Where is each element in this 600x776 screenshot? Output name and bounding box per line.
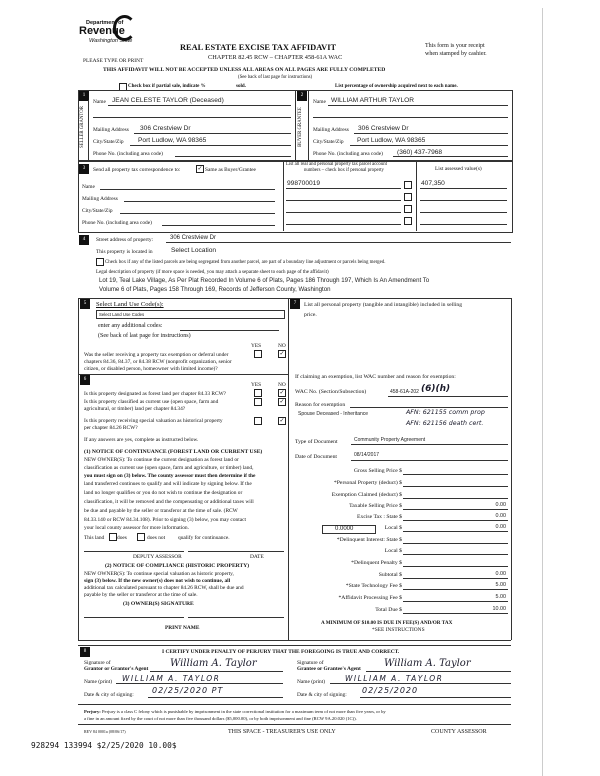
seller-name-value[interactable]: JEAN CELESTE TAYLOR (Deceased) bbox=[112, 97, 224, 104]
street-label: Street address of property: bbox=[96, 237, 154, 243]
reason-value[interactable]: Spouse Deceased - Inheritance bbox=[298, 411, 369, 417]
field-line bbox=[403, 531, 508, 532]
notice-text: NEW OWNER(S): To continue the current designation as forest land or bbox=[84, 457, 239, 463]
mail-name-label: Name bbox=[82, 184, 95, 190]
field-line bbox=[351, 460, 508, 461]
no-checkbox[interactable]: ✓ bbox=[279, 389, 285, 396]
grantor-name-label: Name (print) bbox=[84, 679, 112, 685]
buyer-phone-label: Phone No. (including area code) bbox=[313, 151, 383, 157]
divider bbox=[78, 640, 511, 641]
notice-text: land transferred continues to qualify and will indicate by signing below. If the bbox=[84, 481, 252, 487]
field-line bbox=[175, 156, 291, 157]
tax-row-label: Gross Selling Price $ bbox=[353, 468, 402, 474]
deputy-signature-line[interactable] bbox=[84, 551, 184, 552]
segregated-label: Check box if any of the listed parcels are being segregated from another parcel, are part of a boundary line adjustment or parcels being merged. bbox=[105, 260, 386, 265]
perjury-text: a fine in an amount fixed by the court of not more than five thousand dollars ($5,000.00), or by both imprisonment and fine (RCW 9A.20.020 (1C)). bbox=[84, 716, 357, 721]
same-as-buyer-label: Same as Buyer/Grantee bbox=[205, 167, 256, 173]
land-use-select-value: Select Land Use Codes bbox=[99, 312, 145, 317]
field-line bbox=[403, 554, 508, 555]
tax-row-label: *Delinquent Interest: State $ bbox=[336, 537, 402, 543]
section-number: 7 bbox=[290, 299, 300, 309]
divider bbox=[78, 374, 288, 375]
chapter-line: CHAPTER 82.45 RCW – CHAPTER 458-61A WAC bbox=[208, 54, 343, 61]
no-checkbox[interactable]: ✓ bbox=[279, 417, 285, 424]
owner-signature-line[interactable] bbox=[188, 617, 284, 618]
notice-text: classification as current use (open space, farm and agriculture, or timber) land, bbox=[84, 465, 254, 471]
section-number: 6 bbox=[80, 375, 90, 385]
buyer-mailing-value[interactable]: 306 Crestview Dr bbox=[358, 125, 409, 132]
please-type: PLEASE TYPE OR PRINT bbox=[83, 58, 144, 64]
yes-checkbox[interactable] bbox=[254, 389, 262, 397]
field-line bbox=[403, 520, 508, 521]
field-line bbox=[403, 613, 508, 614]
grantee-name[interactable]: WILLIAM A. TAYLOR bbox=[345, 674, 444, 683]
grantor-date-city[interactable]: 02/25/2020 PT bbox=[152, 686, 224, 695]
tax-row-value[interactable]: 10.00 bbox=[492, 606, 506, 612]
field-line bbox=[134, 133, 291, 134]
personal-property-checkbox[interactable] bbox=[404, 181, 412, 189]
handwritten-note: AFN: 621156 death cert. bbox=[406, 420, 484, 427]
no-header: NO bbox=[278, 382, 286, 388]
reason-label: Reason for exemption bbox=[295, 402, 346, 408]
field-line bbox=[286, 224, 401, 225]
seller-phone-label: Phone No. (including area code) bbox=[93, 151, 163, 157]
buyer-phone-value[interactable]: (360) 437-7968 bbox=[397, 149, 443, 156]
grantee-signature-label: Signature of bbox=[297, 660, 324, 666]
send-correspondence-label: Send all property tax correspondence to: bbox=[93, 167, 181, 173]
parcels-header: List all real and personal property tax parcel account bbox=[286, 162, 387, 167]
scan-edge bbox=[542, 8, 543, 776]
field-line bbox=[100, 189, 275, 190]
mail-phone-label: Phone No. (including area code) bbox=[82, 220, 152, 226]
field-line bbox=[120, 213, 275, 214]
owner-signature-label: (3) OWNER(S) SIGNATURE bbox=[123, 601, 194, 607]
additional-codes-label: enter any additional codes: bbox=[98, 323, 163, 329]
forest-land-question: Is this property designated as forest land per chapter 84.33 RCW? bbox=[84, 391, 227, 397]
field-line bbox=[124, 201, 275, 202]
see-back-note: (See back of last page for instructions) bbox=[98, 333, 191, 339]
tax-row-label: Local $ bbox=[384, 548, 402, 554]
grantee-date-label: Date & city of signing: bbox=[297, 692, 347, 698]
perjury-notice bbox=[84, 709, 386, 715]
field-line bbox=[351, 444, 508, 445]
current-use-question: Is this property classified as current use (open space, farm and bbox=[84, 399, 219, 405]
section-number: 1 bbox=[79, 91, 89, 101]
does-checkbox[interactable] bbox=[109, 533, 117, 541]
tax-row-label: *State Technology Fee $ bbox=[345, 583, 402, 589]
divider bbox=[78, 724, 511, 725]
tax-row-value[interactable]: 0.00 bbox=[495, 513, 506, 519]
doc-type-label: Type of Document bbox=[295, 439, 338, 445]
ownership-note: List percentage of ownership acquired next to each name. bbox=[335, 84, 458, 89]
grantee-name-label: Name (print) bbox=[297, 679, 325, 685]
grantor-signature[interactable]: William A. Taylor bbox=[170, 658, 257, 669]
notice-text: NEW OWNER(S): To continue special valuation as historic property, bbox=[84, 571, 234, 577]
tax-row-label: *Personal Property (deduct) $ bbox=[333, 480, 402, 486]
street-value[interactable]: 306 Crestview Dr bbox=[170, 235, 217, 241]
buyer-side-label: BUYER GRANTEE bbox=[298, 107, 303, 147]
tax-row-label: Total Due $ bbox=[375, 607, 402, 613]
logo-dept-text: Department of bbox=[86, 20, 124, 26]
perjury-bold: Perjury: bbox=[84, 709, 101, 714]
yes-checkbox[interactable] bbox=[254, 417, 262, 425]
field-line bbox=[166, 242, 511, 243]
seller-mailing-label: Mailing Address bbox=[93, 127, 129, 133]
handwritten-note: AFN: 621155 comm prop bbox=[406, 409, 485, 416]
field-line bbox=[420, 188, 507, 189]
field-line bbox=[286, 212, 401, 213]
personal-property-label: List all personal property (tangible and intangible) included in selling bbox=[304, 302, 463, 308]
mail-city-label: City/State/Zip bbox=[82, 208, 113, 214]
segregated-checkbox[interactable] bbox=[96, 258, 104, 266]
field-line bbox=[350, 407, 508, 408]
field-line bbox=[130, 145, 291, 146]
doc-date-label: Date of Document bbox=[295, 454, 338, 460]
exemption-question: citizen, or disabled person, homeowner with limited income)? bbox=[84, 366, 218, 372]
tax-row-label: *Delinquent Penalty $ bbox=[351, 560, 402, 566]
tax-row-value[interactable]: 5.00 bbox=[495, 594, 506, 600]
notice-continuance-title: (1) NOTICE OF CONTINUANCE (FOREST LAND OR CURRENT USE) bbox=[84, 449, 263, 455]
certify-statement: I CERTIFY UNDER PENALTY OF PERJURY THAT THE FOREGOING IS TRUE AND CORRECT. bbox=[162, 649, 400, 655]
buyer-name-value[interactable]: WILLIAM ARTHUR TAYLOR bbox=[331, 97, 415, 104]
located-label: This property is located in bbox=[96, 249, 153, 255]
field-line bbox=[420, 200, 507, 201]
section-number: 4 bbox=[79, 235, 89, 245]
historic-question: Is this property receiving special valuation as historical property bbox=[84, 418, 223, 424]
field-line bbox=[403, 543, 508, 544]
field-line bbox=[403, 601, 508, 602]
minimum-due-note: A MINIMUM OF $10.00 IS DUE IN FEE(S) AND/OR TAX bbox=[321, 620, 453, 626]
tax-row-value[interactable]: 0.00 bbox=[495, 502, 506, 508]
seller-city-value[interactable]: Port Ludlow, WA 98365 bbox=[138, 137, 207, 144]
if-any-note: If any answers are yes, complete as instructed below. bbox=[84, 437, 199, 443]
field-line bbox=[403, 486, 508, 487]
grantor-name[interactable]: WILLIAM A. TAYLOR bbox=[122, 674, 221, 683]
buyer-city-value[interactable]: Port Ludlow, WA 98365 bbox=[357, 137, 426, 144]
grantee-date-city[interactable]: 02/25/2020 bbox=[362, 686, 419, 695]
seller-city-label: City/State/Zip bbox=[93, 139, 124, 145]
divider bbox=[88, 100, 89, 160]
field-line bbox=[420, 212, 507, 213]
field-line bbox=[403, 474, 508, 475]
location-select[interactable]: Select Location bbox=[171, 247, 217, 254]
seller-name-label: Name bbox=[93, 99, 106, 105]
field-line bbox=[354, 133, 508, 134]
notice-text: land no longer qualifies or you do not wish to continue the designation or bbox=[84, 490, 243, 496]
grantee-signature[interactable]: William A. Taylor bbox=[384, 658, 471, 669]
buyer-mailing-label: Mailing Address bbox=[313, 127, 349, 133]
field-line bbox=[366, 671, 511, 672]
field-line bbox=[420, 224, 507, 225]
tax-row-value[interactable]: 5.00 bbox=[495, 582, 506, 588]
land-use-select[interactable] bbox=[96, 310, 285, 319]
grantee-signature-label: Grantee or Grantee's Agent bbox=[297, 666, 361, 672]
buyer-name-label: Name bbox=[313, 99, 326, 105]
field-line bbox=[360, 697, 511, 698]
grantor-date-label: Date & city of signing: bbox=[84, 692, 134, 698]
qualify-label: qualify for continuance. bbox=[178, 535, 230, 541]
current-use-question: agricultural, or timber) land per chapter 84.34? bbox=[84, 406, 186, 412]
field-line bbox=[350, 145, 508, 146]
exemption-question: Was the seller receiving a property tax exemption or deferral under bbox=[84, 352, 229, 358]
seller-side-label: SELLER GRANTOR bbox=[80, 106, 85, 148]
yes-checkbox[interactable] bbox=[254, 398, 262, 406]
notice-text: be due and payable by the seller or transferor at the time of sale. (RCW bbox=[84, 508, 238, 514]
section-number: 2 bbox=[297, 91, 307, 101]
this-land-label: This land bbox=[84, 535, 105, 541]
date-label: DATE bbox=[250, 554, 264, 560]
section-number: 8 bbox=[80, 647, 90, 657]
tax-row-label: Taxable Selling Price $ bbox=[349, 503, 402, 509]
field-line bbox=[403, 509, 508, 510]
does-label: does bbox=[117, 535, 127, 541]
parcels-header: numbers – check box if personal property bbox=[304, 168, 384, 173]
doc-type-value[interactable]: Community Property Agreement bbox=[354, 437, 426, 443]
local-rate-box bbox=[322, 525, 376, 534]
tax-row-value[interactable]: 0.00 bbox=[495, 524, 506, 530]
notice-text: you must sign on (3) below. The county assessor must then determine if the bbox=[84, 473, 256, 479]
warning-text: THIS AFFIDAVIT WILL NOT BE ACCEPTED UNLESS ALL AREAS ON ALL PAGES ARE FULLY COMPLETED bbox=[103, 67, 386, 73]
tax-row-label: *Affidavit Processing Fee $ bbox=[338, 595, 402, 601]
additional-codes-field[interactable] bbox=[180, 330, 279, 331]
seller-mailing-value[interactable]: 306 Crestview Dr bbox=[140, 125, 191, 132]
assessed-value[interactable]: 407,350 bbox=[421, 180, 445, 187]
field-line bbox=[286, 188, 401, 189]
cashier-stamp: 928294 133994 $2/25/2020 10.00$ bbox=[31, 741, 177, 750]
divider bbox=[295, 90, 296, 160]
notice-compliance-title: (2) NOTICE OF COMPLIANCE (HISTORIC PROPERTY) bbox=[105, 563, 250, 569]
notice-text: your local county assessor for more information. bbox=[84, 525, 189, 531]
field-line bbox=[286, 200, 401, 201]
legal-label: Legal description of property (if more space is needed, you may attach a separate sheet to each page of the affidavit) bbox=[96, 270, 329, 275]
field-line bbox=[403, 589, 508, 590]
personal-property-checkbox[interactable] bbox=[404, 217, 412, 225]
notice-text: sign (3) below. If the new owner(s) does not wish to continue, all bbox=[84, 578, 231, 584]
county-assessor-label: COUNTY ASSESSOR bbox=[431, 729, 487, 735]
field-line bbox=[330, 683, 511, 684]
wac-value[interactable]: 458-61A-202 bbox=[390, 389, 419, 395]
see-back-note: (See back of last page for instructions) bbox=[238, 75, 313, 80]
historic-question: per chapter 84.26 RCW? bbox=[84, 425, 138, 431]
same-as-buyer-checkbox[interactable]: ✓ bbox=[197, 165, 203, 172]
tax-row-label: Exemption Claimed (deduct) $ bbox=[331, 492, 402, 498]
yes-checkbox[interactable] bbox=[254, 350, 262, 358]
perjury-text: Perjury is a class C felony which is punishable by imprisonment in the state correctional institution for a maximum term of not more than five years, or by bbox=[102, 709, 386, 714]
notice-text: classification, it will be removed and the compensating or additional taxes will bbox=[84, 499, 254, 505]
notice-text: payable by the seller or transferor at the time of sale. bbox=[84, 592, 198, 598]
field-line bbox=[162, 225, 275, 226]
field-line bbox=[150, 671, 283, 672]
divider bbox=[308, 90, 309, 160]
divider bbox=[78, 645, 511, 646]
receipt-note-1: This form is your receipt bbox=[425, 43, 485, 49]
notice-text: additional tax calculated pursuant to chapter 84.26 RCW, shall be due and bbox=[84, 585, 244, 591]
see-instructions-note: *SEE INSTRUCTIONS bbox=[372, 627, 425, 633]
does-not-label: does not bbox=[147, 535, 166, 541]
field-line bbox=[116, 683, 283, 684]
legal-description-line[interactable]: Volume 6 of Plats, Pages 158 Through 169, Records of Jefferson County, Washington bbox=[99, 286, 331, 293]
divider bbox=[78, 298, 79, 640]
deputy-assessor-label: DEPUTY ASSESSOR bbox=[133, 554, 182, 560]
tax-row-value[interactable]: 0.00 bbox=[495, 571, 506, 577]
wac-handwritten: (6)(h) bbox=[421, 384, 451, 394]
section-number: 5 bbox=[80, 299, 90, 309]
no-checkbox[interactable]: ✓ bbox=[279, 350, 285, 357]
tax-row-label: Local $ bbox=[384, 525, 402, 531]
deputy-date-line[interactable] bbox=[188, 551, 284, 552]
doc-date-value[interactable]: 08/14/2017 bbox=[354, 452, 380, 458]
land-use-title: Select Land Use Code(s): bbox=[96, 301, 164, 308]
no-checkbox[interactable]: ✓ bbox=[279, 398, 285, 405]
divider bbox=[511, 298, 512, 640]
field-line bbox=[108, 105, 291, 106]
notice-text: 84.33.140 or RCW 84.34.108). Prior to signing (3) below, you may contact bbox=[84, 517, 246, 523]
section-number: 3 bbox=[79, 164, 89, 174]
treasurer-space-label: THIS SPACE - TREASURER'S USE ONLY bbox=[228, 729, 336, 735]
tax-row-label: Subtotal $ bbox=[378, 572, 402, 578]
owner-signature-line[interactable] bbox=[84, 617, 184, 618]
field-line bbox=[93, 117, 291, 118]
grantor-signature-label: Signature of bbox=[84, 660, 111, 666]
receipt-note-2: when stamped by cashier. bbox=[425, 51, 487, 57]
divider bbox=[283, 160, 284, 231]
personal-property-checkbox[interactable] bbox=[404, 193, 412, 201]
field-line bbox=[403, 498, 508, 499]
divider bbox=[416, 160, 417, 231]
personal-property-checkbox[interactable] bbox=[404, 205, 412, 213]
field-line bbox=[403, 566, 508, 567]
local-rate-value: 0.0000 bbox=[335, 526, 354, 532]
does-not-checkbox[interactable] bbox=[137, 533, 145, 541]
field-line bbox=[403, 578, 508, 579]
field-line bbox=[328, 105, 508, 106]
partial-sale-label: Check box if partial sale, indicate % bbox=[128, 84, 206, 89]
buyer-city-label: City/State/Zip bbox=[313, 139, 344, 145]
logo-revenue-text: Revenue bbox=[79, 25, 125, 37]
wac-label: WAC No. (Section/Subsection) bbox=[295, 389, 367, 395]
exemption-question: chapters 84.36, 84.37, or 84.38 RCW (nonprofit organization, senior bbox=[84, 359, 232, 365]
assessed-header: List assessed value(s) bbox=[435, 166, 482, 172]
exemption-label: If claiming an exemption, list WAC number and reason for exemption: bbox=[295, 374, 456, 380]
legal-description-line[interactable]: Lot 19, Teal Lake Village, As Per Plat Recorded In Volume 6 of Plats, Pages 186 Through 197, Which Is An Amendment To bbox=[99, 277, 430, 284]
field-line bbox=[393, 156, 508, 157]
field-line bbox=[388, 396, 508, 397]
yes-header: YES bbox=[251, 343, 262, 349]
yes-header: YES bbox=[251, 382, 262, 388]
parcel-number[interactable]: 998700019 bbox=[287, 180, 321, 187]
form-title: REAL ESTATE EXCISE TAX AFFIDAVIT bbox=[180, 43, 337, 52]
no-header: NO bbox=[278, 343, 286, 349]
personal-property-label: price. bbox=[304, 312, 317, 318]
revision-number: REV 84 0001a (08/06/17) bbox=[84, 729, 126, 734]
tax-row-label: Excise Tax : State $ bbox=[357, 514, 402, 520]
print-name-label: PRINT NAME bbox=[165, 625, 200, 631]
divider bbox=[78, 704, 511, 705]
logo-state-text: Washington State bbox=[89, 38, 133, 44]
field-line bbox=[313, 117, 508, 118]
sold-label: sold. bbox=[236, 84, 246, 89]
divider bbox=[288, 298, 289, 640]
mail-address-label: Mailing Address bbox=[82, 196, 118, 202]
grantor-signature-label: Grantor or Grantor's Agent bbox=[84, 666, 149, 672]
field-line bbox=[148, 697, 283, 698]
